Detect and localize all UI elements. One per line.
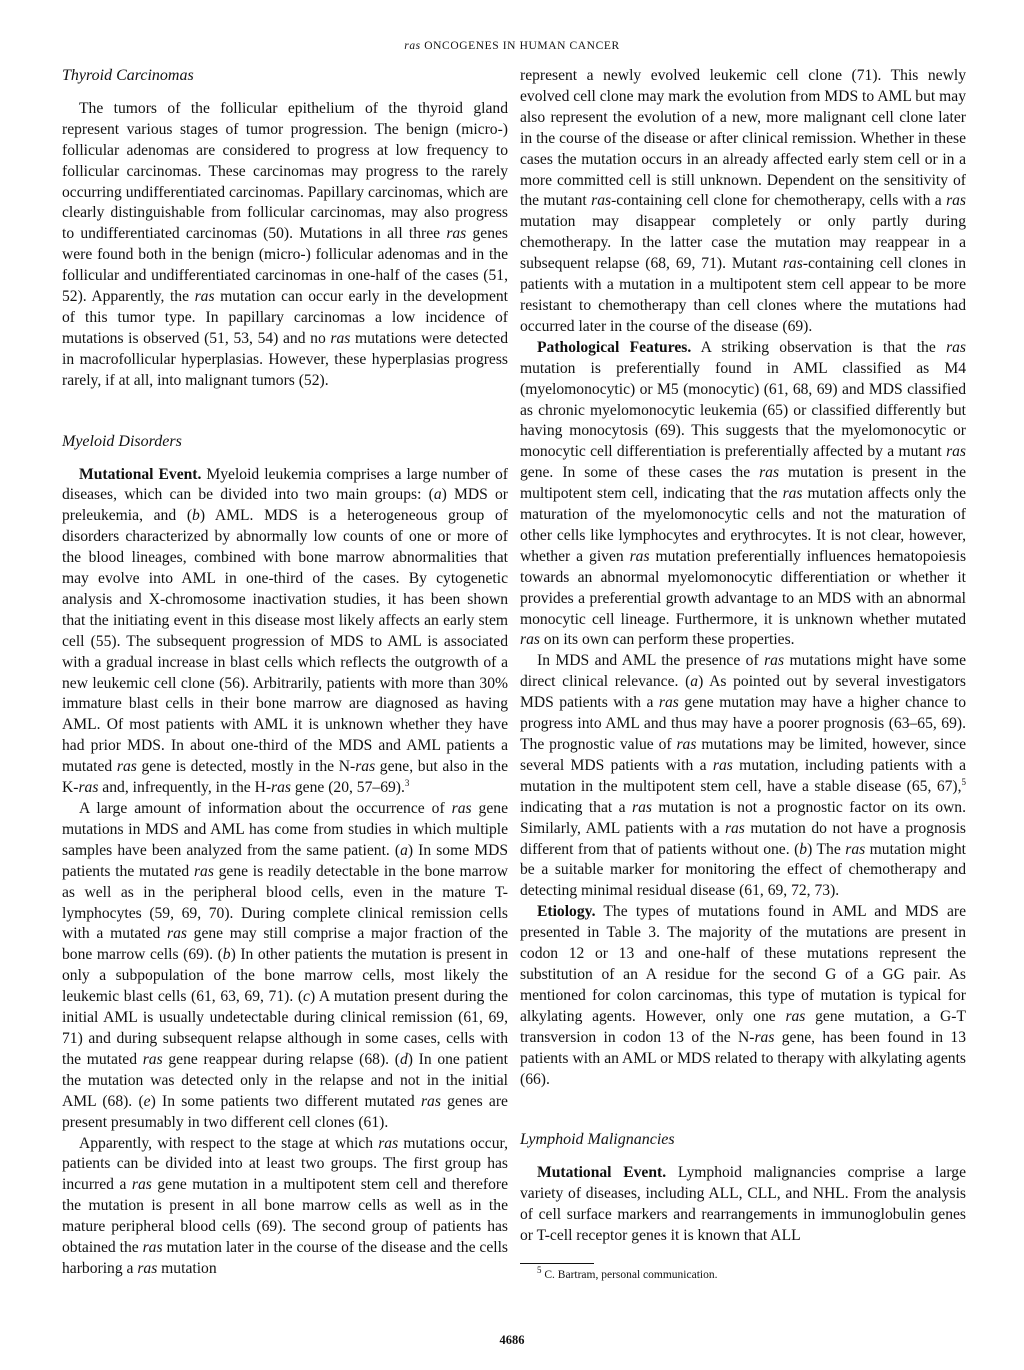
text-run: mutation, including patients with a mutation in the multipotent stem cell, have a stable disease (65, 67), [520, 756, 966, 795]
text-run: e [143, 1092, 151, 1110]
footnote-mark: 5 [537, 1265, 542, 1276]
text-run: ras [378, 1134, 399, 1152]
text-run: gene mutations in MDS and AML has come from studies in which multiple samples have been analyzed from the same patient. ( [62, 800, 508, 859]
running-head-text: ONCOGENES IN HUMAN CANCER [420, 40, 620, 52]
text-run: genes are present presumably in two different cell clones (61). [62, 1092, 508, 1131]
text-run: mutation may disappear completely or only partly during chemotherapy. In the latter case the mutation may reappear in a subsequent relapse (68, 69, 71). Mutant [520, 213, 966, 273]
text-run: The tumors of the follicular epithelium of the thyroid gland represent various stages of tumor progression. The benign (micro-) follicular adenomas are considered to progress at low frequency to follicular carcinomas. These carcinomas may progress to the rarely occurring undifferentiated carcinomas. Papillary carcinomas, which are clearly distinguishable from follicular carcinomas, may also progress to undifferentiated carcinomas (50). Mutations in all three [62, 99, 508, 243]
text-run: ras [194, 288, 215, 306]
text-run: mutations might have some direct clinical relevance. ( [520, 652, 967, 691]
text-run: mutations occur, patients can be divided into at least two groups. The first group has incurred a [62, 1134, 508, 1194]
paragraph [62, 1134, 508, 1280]
text-run: -containing cell clone for chemotherapy, cells with a [611, 192, 947, 210]
myeloid-body [62, 465, 508, 1280]
section-heading-myeloid: Myeloid Disorders [62, 432, 182, 450]
text-run: gene mutation may have a higher chance to progress into AML and thus may have a poorer prognosis (63–65, 69). The prognostic value of [520, 694, 966, 753]
text-run: ras [724, 819, 745, 837]
text-run: ras [78, 779, 99, 797]
lymphoid-body [520, 1163, 966, 1247]
text-run: gene mutation, a G-T transversion in codon 13 of the N- [520, 1007, 966, 1046]
text-run: mutation affects only the maturation of the myelomonocytic cells and not the maturation of other cells like lymphocytes and erythrocytes. It is not clear, however, whether a given [520, 485, 966, 565]
run-in-heading: Mutational Event. [537, 1164, 667, 1182]
footnote-ref: 5 [961, 776, 966, 787]
text-run: on its own can perform these properties. [539, 631, 795, 649]
text-run: gene, but also in the K- [62, 758, 508, 797]
running-head-italic: ras [404, 40, 421, 52]
text-run: ras [271, 779, 291, 797]
text-run: ras [785, 1007, 806, 1025]
paragraph [62, 799, 508, 1134]
text-run: ) MDS or preleukemia, and ( [62, 486, 508, 525]
text-run: a [400, 841, 408, 859]
text-run: a [690, 673, 699, 691]
text-run: ras [142, 1239, 163, 1257]
text-run: -containing cell clones in patients with a mutation in a multipotent stem cell appear to be more resistant to chemotherapy than cell clones where the mutations had occurred later in the course of the disease (69). [520, 255, 967, 335]
text-run: c [303, 988, 310, 1006]
myeloid-body-continued [520, 338, 966, 1091]
paragraph [62, 465, 508, 800]
text-run: ) AML. MDS is a heterogeneous group of disorders characterized by abnormally low counts of one or more of the blood lineages, combined with bone marrow abnormalities that may evolve into AML in one-third of the cases. By cytogenetic analysis and X-chromosome inactivation studies, it has been shown that the initiating event in this disease most likely affects an early stem cell (55). The subsequent progression of MDS to AML is associated with a gradual increase in blast cells which reflects the outgrowth of a new leukemic cell clone (56). Arbitrarily, patients with more than 30% immature blast cells in their bone marrow are diagnosed as having AML. Of most patients with AML it is unknown whether they have had prior MDS. In about one-third of the MDS and AML patients a mutated [62, 507, 508, 776]
text-run: d [399, 1050, 408, 1068]
text-run: ) The [807, 840, 846, 858]
text-run: ras [451, 800, 472, 817]
paragraph [520, 66, 966, 338]
text-run: ) In some MDS patients the mutated [62, 841, 509, 880]
text-run: gene (20, 57–69). [290, 779, 405, 797]
page-number: 4686 [499, 1333, 525, 1347]
continuation-body [520, 66, 966, 338]
section-heading-thyroid: Thyroid Carcinomas [62, 67, 194, 84]
text-run: ras [712, 756, 733, 774]
text-run: mutation preferentially influences hematopoiesis towards an abnormal myelomonocytic differentiation or whether it provides a preferential growth advantage to an MDS with an abnormal monocytic cell lineage. Furthermore, it is unknown whether mutated [520, 547, 967, 628]
text-run: ras [330, 329, 351, 347]
text-run: A large amount of information about the occurrence of [79, 800, 452, 817]
text-run: ras [782, 255, 803, 273]
footnote-text: C. Bartram, personal communication. [541, 1268, 718, 1281]
text-run: ras [754, 1028, 775, 1046]
text-run: ras [167, 925, 187, 943]
text-run: ras [355, 758, 376, 776]
text-run: ras [131, 1176, 152, 1194]
text-run: b [799, 840, 808, 858]
text-run: ras [946, 192, 966, 210]
text-run: mutations were detected in macrofollicular hyperplasias. However, these hyperplasias progress rarely, if at all, into malignant tumors (52). [62, 329, 508, 389]
text-run: ras [591, 192, 612, 210]
text-run: gene, has been found in 13 patients with an AML or MDS related to therapy with alkylating agents (66). [520, 1028, 966, 1088]
text-run: ) In some patients two different mutated [150, 1092, 421, 1110]
text-run: mutation is preferentially found in AML classified as M4 (myelomonocytic) or M5 (monocytic) (61, 68, 69) and MDS classified as chronic myelomonocytic leukemia (65) or classified differently but having monocytosis (69). This suggests that the myelomonocytic or monocytic cell differentiation is preferentially affected by a mutant [520, 359, 966, 461]
text-run: gene may still comprise a major fraction of the bone marrow cells (69). ( [62, 925, 509, 964]
text-run: ) In one patient the mutation was detected only in the relapse and not in the initial AML (68). ( [62, 1050, 508, 1110]
section-heading-lymphoid: Lymphoid Malignancies [520, 1131, 675, 1149]
text-run: ras [845, 840, 866, 858]
text-run: gene is detected, mostly in the N- [136, 758, 356, 776]
text-run: ras [137, 1259, 158, 1277]
text-run: Apparently, with respect to the stage at which [79, 1134, 379, 1152]
run-in-heading: Mutational Event. [79, 465, 202, 483]
run-in-heading: Pathological Features. [537, 338, 692, 356]
text-run: ras [946, 443, 966, 461]
text-run: ras [782, 485, 803, 503]
text-run: ras [142, 1050, 163, 1068]
text-run: mutation later in the course of the disease and the cells harboring a [62, 1239, 508, 1277]
footnote [520, 1265, 966, 1283]
text-run: mutation can occur early in the development of this tumor type. In papillary carcinomas a low incidence of mutations is observed (51, 53, 54) and no [62, 288, 508, 347]
text-run: In MDS and AML the presence of [537, 652, 765, 670]
text-run: Lymphoid malignancies comprise a large variety of diseases, including ALL, CLL, and NHL. From the analysis of cell surface markers and rearrangements in immunoglobulin genes or T-cell receptor genes it is known that ALL [520, 1164, 966, 1245]
text-run: b [192, 507, 200, 525]
text-run: ras [520, 631, 540, 649]
text-run: ras [193, 862, 214, 880]
text-run: genes were found both in the benign (micro-) follicular adenomas and in the follicular and undifferentiated carcinomas in one-half of the cases (51, 52). Apparently, the [62, 225, 508, 306]
text-run: represent a newly evolved leukemic cell clone (71). This newly evolved cell clone may mark the evolution from MDS to AML but may also represent the evolution of a new, more malignant cell clone later in the course of the disease or after clinical remission. Whether in these cases the mutation occurs in an already affected early stem cell or in a more committed cell is still unknown. Dependent on the sensitivity of the mutant [520, 67, 966, 210]
paragraph [520, 1163, 966, 1247]
text-run: b [222, 946, 231, 964]
text-run: gene. In some of these cases the [520, 464, 760, 482]
text-run: mutation [157, 1259, 217, 1277]
text-run: ) As pointed out by several investigators MDS patients with a [520, 673, 966, 712]
text-run: ras [759, 464, 780, 482]
text-run: Myeloid leukemia comprises a large number of diseases, which can be divided into two main groups: ( [62, 465, 508, 504]
text-run: a [433, 486, 442, 504]
paragraph [520, 902, 966, 1090]
text-run: and, infrequently, in the H- [98, 779, 272, 797]
text-run: mutation is present in the multipotent stem cell, indicating that the [520, 464, 967, 503]
text-run: gene reappear during relapse (68). ( [162, 1050, 400, 1068]
text-run: mutation do not have a prognosis different from that of patients without one. ( [520, 819, 967, 858]
text-run: gene mutation in a multipotent stem cell and therefore the mutation is present in all bone marrow cells as well as in the mature peripheral blood cells (69). The second group of patients has obtained the [62, 1176, 509, 1257]
text-run: ras [116, 758, 137, 776]
text-run: ras [632, 798, 652, 816]
text-run: mutation is not a prognostic factor on its own. Similarly, AML patients with a [520, 798, 967, 837]
run-in-heading: Etiology. [537, 903, 596, 921]
text-run: A striking observation is that the [691, 338, 947, 356]
left-column [62, 66, 508, 1280]
thyroid-body [62, 99, 508, 392]
footnote-ref: 3 [404, 777, 410, 788]
text-run: mutation might be a suitable marker for monitoring the effect of chemotherapy and detecting minimal residual disease (61, 69, 72, 73). [520, 840, 967, 900]
text-run: gene is readily detectable in the bone marrow as well as in the peripheral blood cells, even in the mature T-lymphocytes (59, 69, 70). During complete clinical remission cells with a mutated [62, 862, 508, 943]
text-run: The types of mutations found in AML and MDS are presented in Table 3. The majority of the mutations are present in codon 12 or 13 and one-half of these mutations represent the substitution of an A residue for the second G of a GG pair. As mentioned for colon carcinomas, this type of mutation is typical for alkylating agents. However, only one [520, 903, 966, 1025]
text-run: ras [420, 1092, 441, 1110]
text-run: ras [446, 225, 467, 243]
paragraph [520, 651, 966, 902]
paragraph [62, 99, 508, 392]
footnote-rule [520, 1263, 594, 1264]
text-run: ras [658, 694, 679, 712]
paragraph [520, 338, 966, 652]
right-column [520, 66, 966, 1283]
running-head [0, 40, 1024, 52]
text-run: ras [764, 652, 785, 670]
text-run: mutations may be limited, however, since several MDS patients with a [520, 736, 966, 774]
text-run: ras [629, 547, 650, 565]
text-run: ) A mutation present during the initial AML is usually undetectable during clinical remission (61, 69, 71) and during subsequent relapse although in some cases, cells with the mutated [62, 988, 508, 1068]
text-run: ras [676, 736, 697, 753]
text-run: ) In other patients the mutation is present in only a subpopulation of the bone marrow cells, most likely the leukemic blast cells (61, 63, 69, 71). ( [62, 946, 508, 1006]
text-run: indicating that a [520, 798, 633, 816]
text-run: ras [946, 338, 966, 356]
